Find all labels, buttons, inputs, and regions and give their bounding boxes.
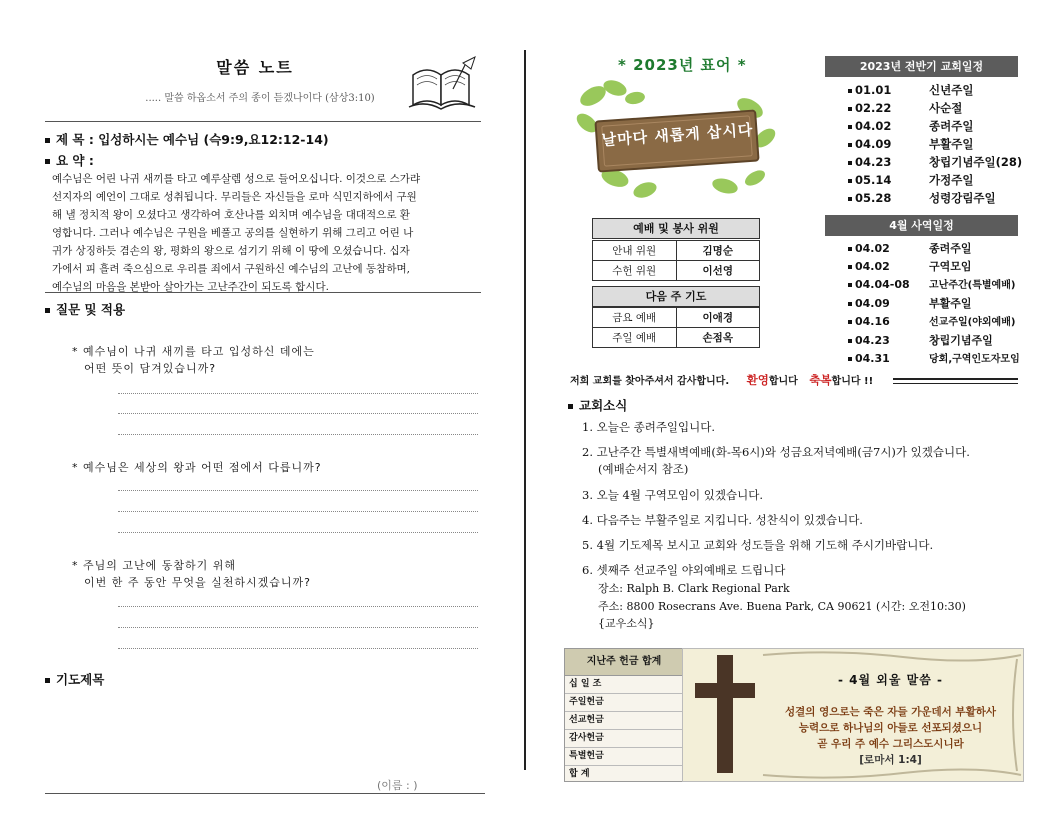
table-row: 십 일 조: [565, 676, 683, 694]
offering-header: 지난주 헌금 합계: [565, 649, 683, 676]
table-row: 안내 위원 김명순: [593, 241, 760, 261]
table-row: 수헌 위원 이선영: [593, 261, 760, 281]
answer-line[interactable]: [118, 511, 478, 512]
april-item: 04.02 종려주일: [848, 240, 1020, 258]
news-item: 6. 셋째주 선교주일 야외예배로 드립니다: [582, 563, 786, 577]
news-item: 주소: 8800 Rosecrans Ave. Buena Park, CA 90621 (시간: 오전10:30): [598, 600, 966, 613]
divider: [45, 121, 481, 122]
verse-reference: [로마서 1:4]: [859, 754, 922, 766]
divider: [45, 292, 481, 293]
page-subtitle: ..... 말씀 하옵소서 주의 종이 듣겠나이다 (삼상3:10): [145, 93, 375, 104]
schedule-item: 02.22 사순절: [848, 99, 1022, 117]
divider: [45, 793, 485, 794]
table-row: 특별헌금: [565, 748, 683, 766]
answer-line[interactable]: [118, 393, 478, 394]
service-table-header: 예배 및 봉사 위원: [592, 218, 760, 239]
news-item: 3. 오늘 4월 구역모임이 있겠습니다.: [582, 488, 763, 502]
schedule-item: 04.09 부활주일: [848, 135, 1022, 153]
prayer-topics-label: 기도제목: [45, 670, 104, 688]
motto-text: 날마다 새롭게 삽시다: [601, 120, 754, 150]
april-item: 04.02 구역모임: [848, 258, 1020, 276]
summary-line: 가에서 피 흘려 죽으심으로 우리를 죄에서 구원하신 예수님의 고난에 동참하며,: [52, 263, 410, 275]
summary-line: 선지자의 예언이 그대로 성취됩니다. 무리들은 자신들을 로마 식민지하에서 구원: [52, 191, 417, 203]
april-item: 04.23 창립기념주일: [848, 332, 1020, 350]
verse-text: 성결의 영으로는 죽은 자들 가운데서 부활하사 능력으로 하나님의 아들로 선포되셨으니 곧 우리 주 예수 그리스도시니라 [로마서 1:4]: [763, 704, 1018, 768]
year-motto-label: * 2023년 표어 *: [618, 56, 747, 74]
april-item: 04.16 선교주일(야외예배): [848, 313, 1020, 332]
april-item: 04.04-08 고난주간(특별예배): [848, 276, 1020, 295]
summary-line: 예수님의 마음을 본받아 살아가는 고난주간이 되도록 합시다.: [52, 281, 329, 293]
summary-label: 요 약 :: [45, 151, 94, 169]
question-2: * 예수님은 세상의 왕과 어떤 점에서 다릅니까?: [72, 461, 322, 474]
news-item: 5. 4월 기도제목 보시고 교회와 성도들을 위해 기도해 주시기바랍니다.: [582, 538, 934, 552]
table-row: 선교헌금: [565, 712, 683, 730]
news-item: 장소: Ralph B. Clark Regional Park: [598, 582, 790, 595]
schedule-item: 05.28 성령강림주일: [848, 189, 1022, 207]
news-item: 1. 오늘은 종려주일입니다.: [582, 420, 716, 434]
schedule-list: [848, 81, 1022, 207]
answer-line[interactable]: [118, 434, 478, 435]
answer-line[interactable]: [118, 606, 478, 607]
answer-line[interactable]: [118, 413, 478, 414]
memory-verse-box: [682, 648, 1024, 782]
table-row: 주일헌금: [565, 694, 683, 712]
page-title: 말씀 노트: [216, 58, 294, 77]
table-row: 감사헌금: [565, 730, 683, 748]
table-row: 합 계: [569, 769, 590, 779]
schedule-item: 05.14 가정주일: [848, 171, 1022, 189]
sermon-title: 제 목 : 입성하시는 예수님 (슥9:9,요12:12-14): [45, 130, 329, 148]
table-row: 금요 예배 이애경: [593, 308, 760, 328]
sermon-summary: [52, 170, 480, 296]
prayer-table-header: 다음 주 기도: [592, 286, 760, 307]
answer-line[interactable]: [118, 490, 478, 491]
page-divider: [524, 50, 526, 770]
news-item: {교우소식}: [598, 617, 655, 630]
summary-line: 귀가 상징하듯 겸손의 왕, 평화의 왕으로 섬기기 위해 이 땅에 오셨습니다. 십자: [52, 245, 410, 257]
offering-table: [564, 648, 684, 782]
april-item: 04.31 당회,구역인도자모임: [848, 350, 1020, 369]
name-field[interactable]: (이름 : ): [377, 779, 418, 792]
open-book-icon: [405, 55, 480, 115]
prayer-table: [592, 307, 760, 348]
question-3: * 주님의 고난에 동참하기 위해 이번 한 주 동안 무엇을 실천하시겠습니까?: [72, 559, 311, 589]
welcome-message: 저희 교회를 찾아주셔서 감사합니다. 환영합니다 축복합니다 !!: [570, 373, 874, 387]
answer-line[interactable]: [118, 627, 478, 628]
table-row: 주일 예배 손점옥: [593, 328, 760, 348]
news-label: 교회소식: [568, 396, 627, 414]
news-item: 2. 고난주간 특별새벽예배(화-목6시)와 성금요저녁예배(금7시)가 있겠습니다.: [582, 445, 970, 459]
verse-title: - 4월 외울 말씀 -: [838, 673, 943, 687]
april-item: 04.09 부활주일: [848, 295, 1020, 313]
schedule-item: 04.23 창립기념주일(28): [848, 153, 1022, 171]
answer-line[interactable]: [118, 648, 478, 649]
april-header: 4월 사역일정: [825, 215, 1018, 236]
summary-line: 해 낼 정치적 왕이 오셨다고 생각하여 호산나를 외치며 예수님을 대대적으로 환: [52, 209, 410, 221]
double-rule: [893, 378, 1018, 384]
schedule-header: 2023년 전반기 교회일정: [825, 56, 1018, 77]
schedule-item: 01.01 신년주일: [848, 81, 1022, 99]
schedule-item: 04.02 종려주일: [848, 117, 1022, 135]
news-item: (예배순서지 참조): [598, 462, 689, 476]
news-item: 4. 다음주는 부활주일로 지킵니다. 성찬식이 있겠습니다.: [582, 513, 863, 527]
questions-label: 질문 및 적용: [45, 300, 125, 318]
service-table: [592, 240, 760, 281]
summary-line: 영합니다. 그러나 예수님은 구원을 베풀고 공의를 실현하기 위해 그리고 어린 나: [52, 227, 414, 239]
question-1: * 예수님이 나귀 새끼를 타고 입성하신 데에는 어떤 뜻이 담겨있습니까?: [72, 345, 315, 375]
answer-line[interactable]: [118, 532, 478, 533]
april-list: [848, 240, 1020, 369]
summary-line: 예수님은 어린 나귀 새끼를 타고 예루살렘 성으로 들어오십니다. 이것으로 스가랴: [52, 173, 421, 185]
